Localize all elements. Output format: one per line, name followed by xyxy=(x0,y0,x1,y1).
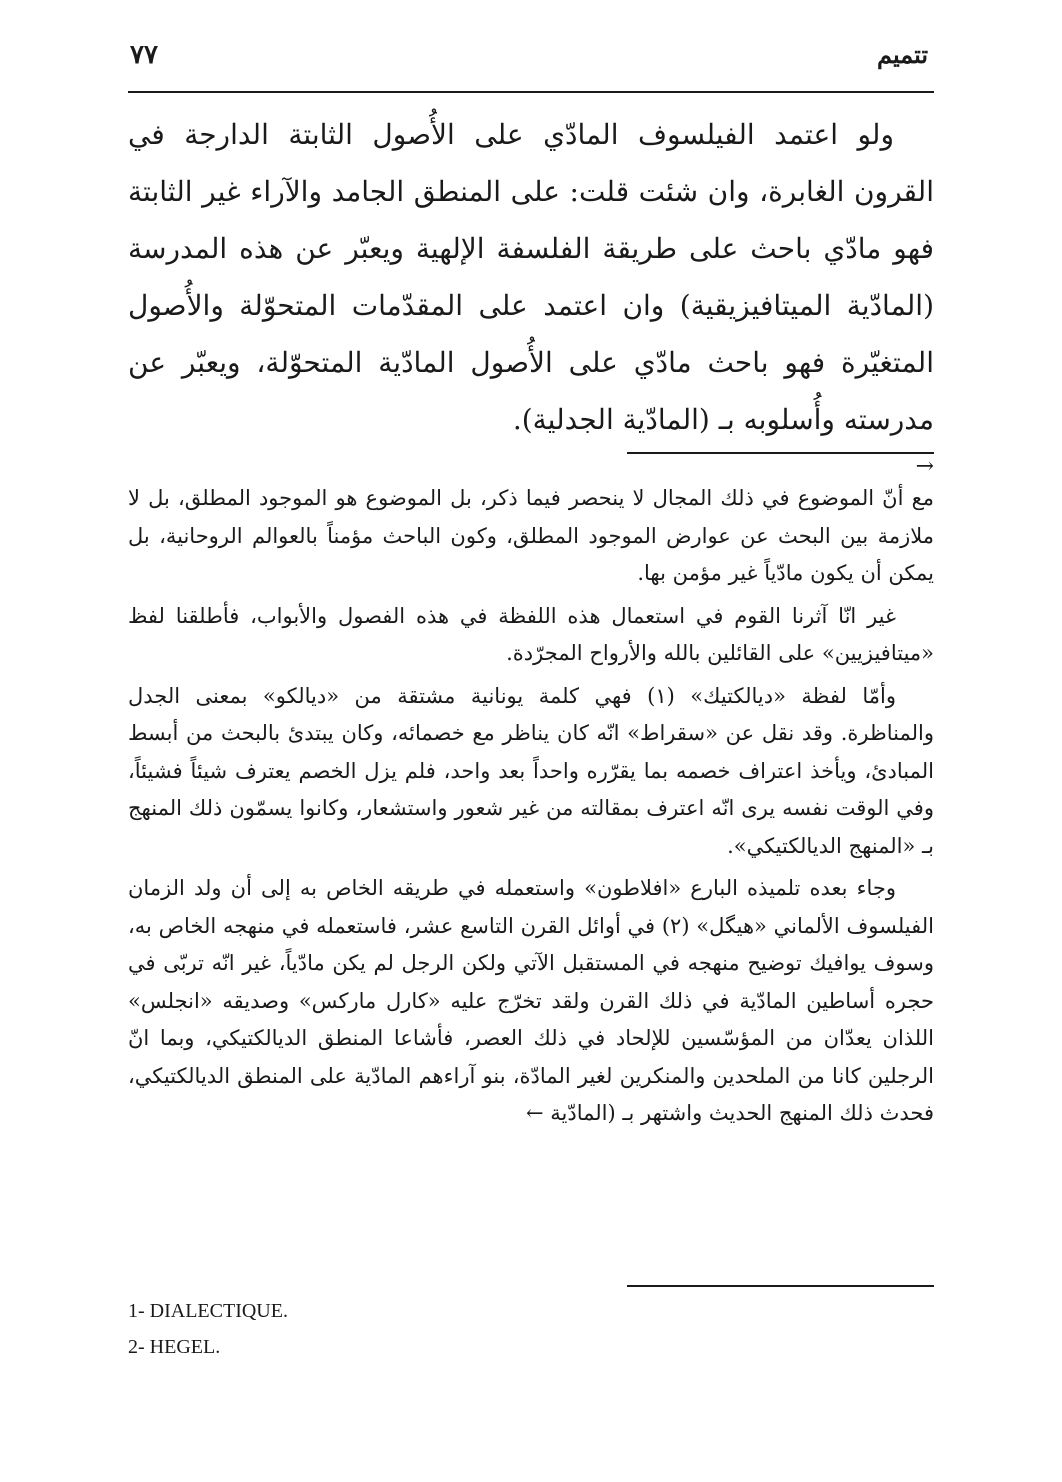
running-header: تتميم xyxy=(876,40,928,69)
reference-list xyxy=(128,1293,288,1365)
footnote-paragraph: وجاء بعده تلميذه البارع «افلاطون» واستعمله في طريقه الخاص به إلى أن ولد الزمان الفيلسوف الألماني «هيگل» (٢) في أوائل القرن التاسع عشر، فاستعمله في منهجه الخاص به، وسوف يوافيك توضيح منهجه في المستقبل الآتي ولكن الرجل لم يكن مادّياً، غير انّه تربّى في حجره أساطين المادّية في ذلك القرن ولقد تخرّج عليه «كارل ماركس» وصديقه «انجلس» اللذان يعدّان من المؤسّسين للإلحاد في ذلك العصر، فأشاعا المنطق الديالكتيكي، وبما انّ الرجلين كانا من الملحدين والمنكرين لغير المادّة، بنو آراءهم المادّية على المنطق الديالكتيكي، فحدث ذلك المنهج الحديث واشتهر بـ (المادّية ← xyxy=(128,876,934,1125)
header-rule xyxy=(128,91,934,93)
footnote-paragraph: وأمّا لفظة «ديالكتيك» (١) فهي كلمة يونانية مشتقة من «ديالكو» بمعنى الجدل والمناظرة. وقد نقل عن «سقراط» انّه كان يناظر مع خصمائه، وكان يبتدئ بالبحث من أبسط المبادئ، ويأخذ اعتراف خصمه بما يقرّره واحداً بعد واحد، فلم يزل الخصم يعترف شيئاً فشيئاً، وفي الوقت نفسه يرى انّه اعترف بمقالته من غير شعور واستشعار، وكانوا يسمّون ذلك المنهج بـ «المنهج الديالكتيكي». xyxy=(128,683,934,858)
page-number: ٧٧ xyxy=(130,40,158,70)
continuation-arrow-icon: → xyxy=(915,454,934,479)
footnote-paragraph: غير انّا آثرنا القوم في استعمال هذه اللفظة في هذه الفصول والأبواب، فأطلقنا لفظ «ميتافيزيين» على القائلين بالله والأرواح المجرّدة. xyxy=(128,603,934,665)
main-paragraph: ولو اعتمد الفيلسوف المادّي على الأُصول الثابتة الدارجة في القرون الغابرة، وان شئت قلت: على المنطق الجامد والآراء غير الثابتة فهو مادّي باحث على طريقة الفلسفة الإلهية ويعبّر عن هذه المدرسة (المادّية الميتافيزيقية) وان اعتمد على المقدّمات المتحوّلة والأُصول المتغيّرة فهو باحث مادّي على الأُصول المادّية المتحوّلة، ويعبّر عن مدرسته وأُسلوبه بـ (المادّية الجدلية). xyxy=(128,118,934,436)
footnote-separator xyxy=(627,452,934,454)
footnote-paragraph: مع أنّ الموضوع في ذلك المجال لا ينحصر فيما ذكر، بل الموضوع هو الموجود المطلق، بل لا ملازمة بين البحث عن عوارض الموجود المطلق، وكون الباحث مؤمناً بالعوالم الروحانية، بل يمكن أن يكون مادّياً غير مؤمن بها. xyxy=(128,486,934,585)
reference-item: 1- DIALECTIQUE. xyxy=(128,1300,288,1322)
reference-item: 2- HEGEL. xyxy=(128,1336,221,1358)
footnote-block xyxy=(128,480,934,1138)
references-separator xyxy=(627,1285,934,1287)
main-text xyxy=(128,106,934,448)
